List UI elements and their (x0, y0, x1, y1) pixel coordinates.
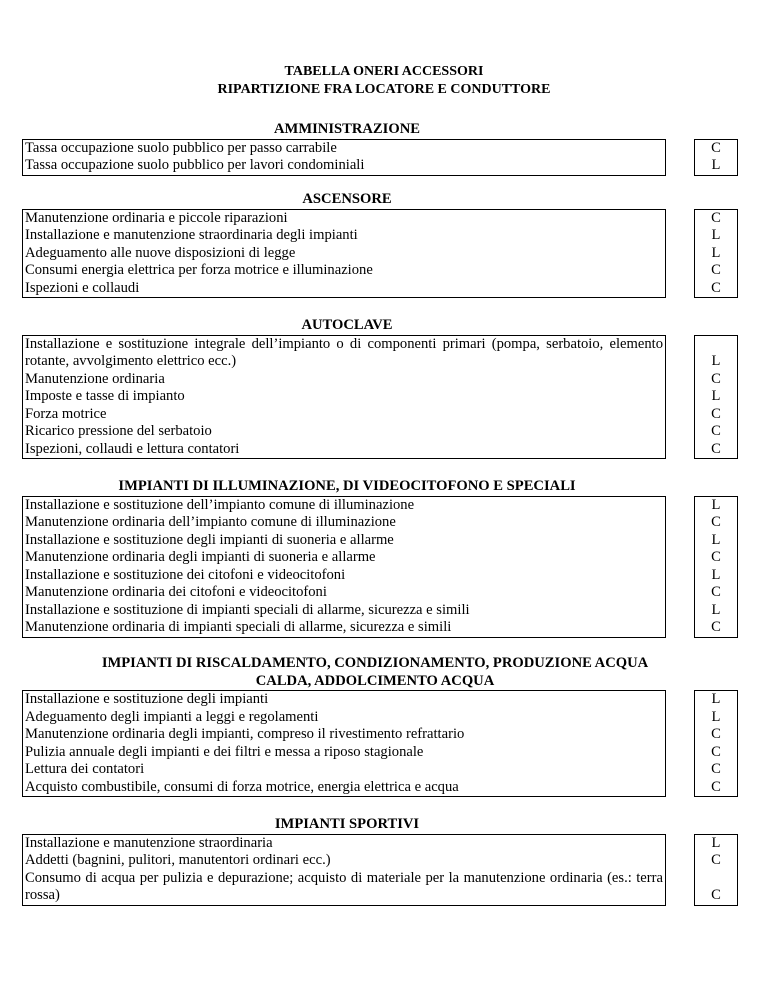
item-text: Manutenzione ordinaria (25, 370, 165, 387)
section-heading: IMPIANTI DI ILLUMINAZIONE, DI VIDEOCITOFONO E SPECIALI (118, 478, 576, 494)
item-code: L (711, 531, 721, 548)
item-code: C (711, 726, 721, 742)
item-text: Ricarico pressione del serbatoio (25, 423, 212, 439)
item-code: C (711, 514, 721, 530)
item-text: Installazione e sostituzione integrale dell’impianto o di componenti primari (pompa, serbatoio, elemento rotante, avvolgimento elettrico ecc.) (25, 335, 663, 369)
item-text: Consumo di acqua per pulizia e depurazione; acquisto di materiale per la manutenzione ordinaria (es.: terra rossa) (25, 869, 663, 903)
description-column (22, 690, 666, 797)
code-column (694, 335, 738, 460)
section-heading: IMPIANTI SPORTIVI (274, 816, 420, 832)
item-code: C (711, 279, 721, 296)
section-heading: ASCENSORE (302, 191, 392, 207)
item-text: Adeguamento alle nuove disposizioni di legge (25, 244, 296, 261)
item-text: Installazione e manutenzione straordinaria degli impianti (25, 227, 358, 243)
item-text: Lettura dei contatori (25, 761, 145, 777)
item-code: L (711, 496, 721, 513)
item-code: C (711, 139, 721, 156)
document-title (0, 63, 768, 98)
item-code: C (711, 619, 721, 635)
description-column (22, 209, 666, 299)
item-text: Installazione e sostituzione dell’impianto comune di illuminazione (25, 496, 415, 513)
item-text: Pulizia annuale degli impianti e dei filtri e messa a riposo stagionale (25, 743, 424, 760)
section-riscaldamento (22, 655, 738, 797)
code-column (694, 834, 738, 906)
item-code: C (711, 440, 721, 457)
item-code: C (711, 778, 721, 795)
item-text: Acquisto combustibile, consumi di forza motrice, energia elettrica e acqua (25, 778, 459, 795)
item-text: Imposte e tasse di impianto (25, 388, 185, 404)
item-text: Ispezioni e collaudi (25, 279, 140, 296)
item-code: C (711, 405, 721, 422)
heading-line-2: CALDA, ADDOLCIMENTO ACQUA (255, 672, 495, 689)
item-code: C (711, 743, 721, 760)
item-code: C (711, 584, 721, 600)
item-code: C (711, 209, 721, 226)
item-text: Forza motrice (25, 405, 107, 422)
section-heading: AMMINISTRAZIONE (274, 121, 420, 137)
item-code: L (711, 566, 721, 583)
item-text: Manutenzione ordinaria dell’impianto comune di illuminazione (25, 514, 396, 530)
item-text: Addetti (bagnini, pulitori, manutentori ordinari ecc.) (25, 852, 331, 868)
item-code: L (711, 691, 721, 707)
item-code: C (711, 761, 721, 777)
code-column (694, 690, 738, 797)
item-text: Manutenzione ordinaria di impianti speciali di allarme, sicurezza e simili (25, 619, 452, 635)
item-text: Installazione e sostituzione degli impianti (25, 691, 269, 707)
section-amministrazione (22, 121, 738, 176)
item-code: L (711, 388, 721, 404)
heading-line-1: IMPIANTI DI RISCALDAMENTO, CONDIZIONAMENTO, PRODUZIONE ACQUA (101, 655, 649, 671)
item-code: C (711, 887, 721, 903)
item-text: Tassa occupazione suolo pubblico per lavori condominiali (25, 157, 365, 173)
item-code: L (711, 157, 721, 173)
description-column (22, 139, 666, 176)
code-column (694, 496, 738, 638)
description-column (22, 496, 666, 638)
item-text: Installazione e sostituzione di impianti speciali di allarme, sicurezza e simili (25, 601, 470, 618)
item-text: Ispezioni, collaudi e lettura contatori (25, 440, 240, 457)
item-text: Tassa occupazione suolo pubblico per passo carrabile (25, 139, 337, 156)
item-code: L (711, 227, 721, 243)
item-code: L (711, 834, 721, 851)
item-text: Installazione e sostituzione dei citofoni e videocitofoni (25, 566, 346, 583)
item-code: C (711, 423, 721, 439)
section-illuminazione (22, 478, 738, 638)
section-impianti-sportivi (22, 816, 738, 906)
description-column (22, 834, 666, 906)
code-column (694, 139, 738, 176)
section-heading: AUTOCLAVE (301, 317, 393, 333)
item-text: Consumi energia elettrica per forza motrice e illuminazione (25, 262, 373, 278)
description-column (22, 335, 666, 460)
item-code: L (711, 353, 721, 369)
item-code: L (711, 601, 721, 618)
item-code: L (711, 244, 721, 261)
section-ascensore (22, 191, 738, 298)
title-line-1: TABELLA ONERI ACCESSORI (284, 64, 484, 79)
section-heading (17, 655, 733, 690)
item-text: Manutenzione ordinaria degli impianti di suoneria e allarme (25, 549, 376, 565)
item-code: C (711, 262, 721, 278)
title-line-2: RIPARTIZIONE FRA LOCATORE E CONDUTTORE (217, 81, 551, 97)
item-text: Manutenzione ordinaria degli impianti, compreso il rivestimento refrattario (25, 726, 465, 742)
item-text: Manutenzione ordinaria dei citofoni e videocitofoni (25, 584, 327, 600)
item-code: L (711, 708, 721, 725)
item-code: C (711, 852, 721, 868)
item-text: Installazione e sostituzione degli impianti di suoneria e allarme (25, 531, 394, 548)
section-autoclave (22, 317, 738, 459)
item-code: C (711, 549, 721, 565)
item-text: Adeguamento degli impianti a leggi e regolamenti (25, 708, 319, 725)
item-code: C (711, 370, 721, 387)
item-text: Manutenzione ordinaria e piccole riparazioni (25, 209, 288, 226)
code-column (694, 209, 738, 299)
item-text: Installazione e manutenzione straordinaria (25, 834, 273, 851)
